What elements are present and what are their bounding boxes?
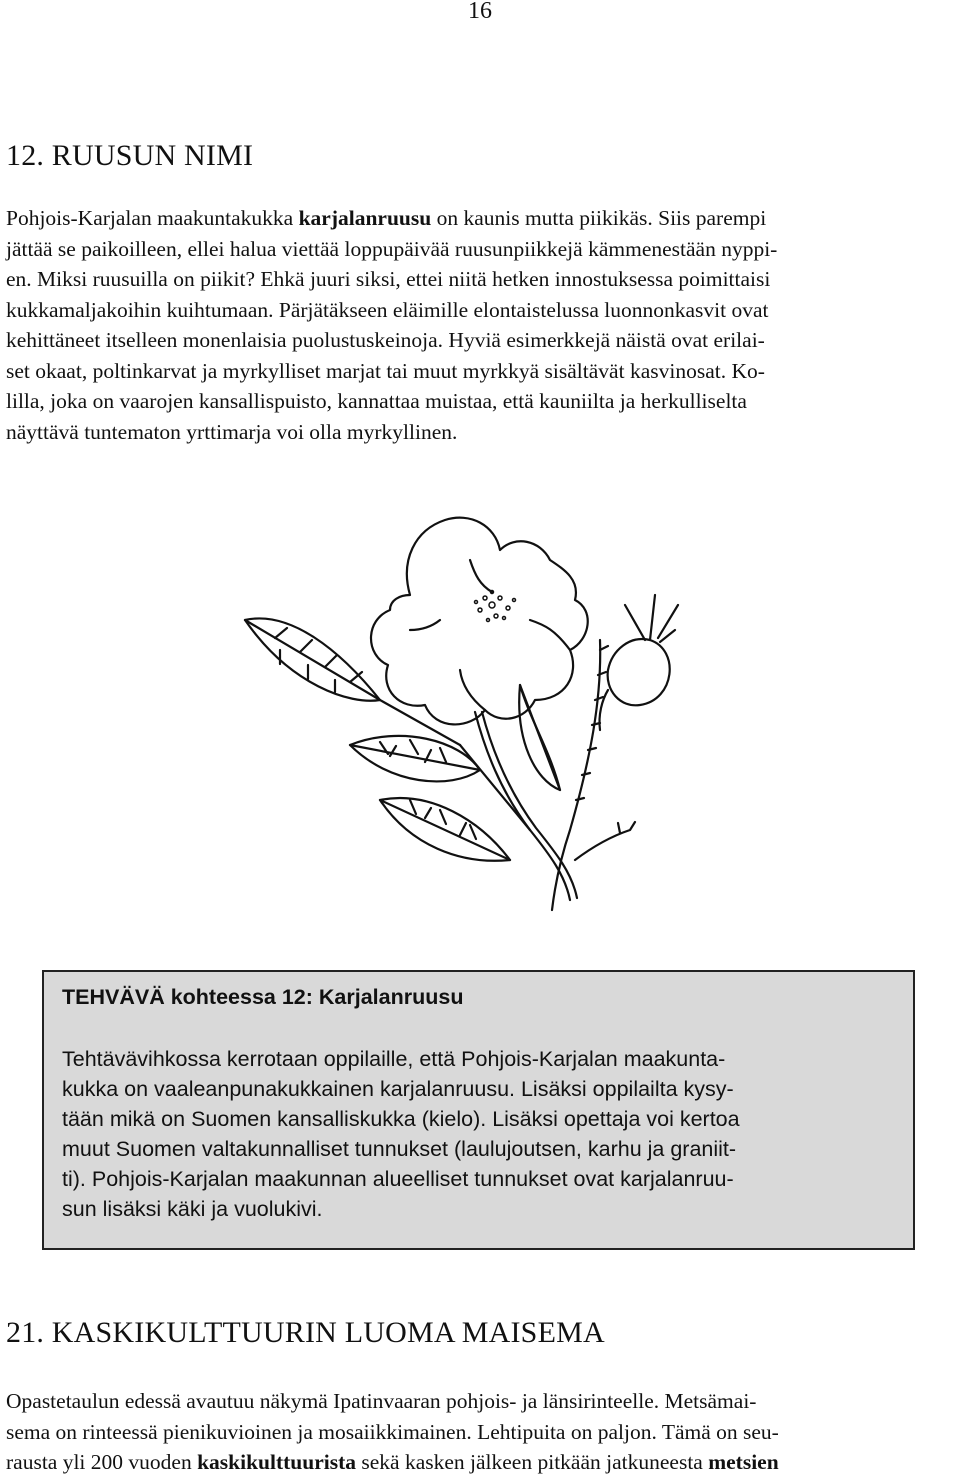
wild-rose-drawing-icon xyxy=(230,500,680,930)
task-box-text: Tehtävävihkossa kerrotaan oppilaille, että Pohjois-Karjalan maakunta- kukka on vaaleanpunakukkainen karjalanruusu. Lisäksi oppilailta kysy- tään mikä on Suomen kansalliskukka (kielo). Lisäksi opettaja voi kertoa muut Suomen valtakunnalliset tunnukset (laulujoutsen, karhu ja graniit- ti). Pohjois-Karjalan maakunnan alueelliset tunnukset ovat karjalanruu- sun lisäksi käki ja vuolukivi. xyxy=(62,1047,740,1221)
bold-term: karjalanruusu xyxy=(298,206,432,230)
task-box xyxy=(42,970,915,1250)
section-12-paragraph: Pohjois-Karjalan maakuntakukka karjalanruusu on kaunis mutta piikikäs. Siis parempi jättää se paikoilleen, ellei halua viettää loppupäivää ruusunpiikkejä kämmenestään nyppi- en. Miksi ruusuilla on piikit? Ehkä juuri siksi, ettei niitä hetken innostuksessa poimittaisi kukkamaljakoihin kuihtumaan. Pärjätäkseen eläimille elontaistelussa luonnonkasvit ovat kehittäneet itselleen monenlaisia puolustuskeinoja. Hyviä esimerkkejä näistä ovat erilai- set okaat, poltinkarvat ja myrkylliset marjat tai muut myrkkyä sisältävät kasvinosat. Ko- lilla, joka on vaarojen kansallispuisto, kannattaa muistaa, että kauniilta ja herkulliselta näyttävä tuntematon yrttimarja voi olla myrkyllinen. xyxy=(6,206,778,444)
page-number: 16 xyxy=(468,0,492,24)
bold-term: kaskikulttuurista xyxy=(197,1450,356,1474)
task-box-title: TEHVÄVÄ kohteessa 12: Karjalanruusu xyxy=(62,985,464,1009)
section-21-paragraph: Opastetaulun edessä avautuu näkymä Ipatinvaaran pohjois- ja länsirinteelle. Metsämai- sema on rinteessä pienikuvioinen ja mosaiikkimainen. Lehtipuita on paljon. Tämä on seu- rausta yli 200 vuoden kaskikulttuurista sekä kasken jälkeen pitkään jatkuneesta metsien xyxy=(6,1389,779,1474)
section-21-title: 21. KASKIKULTTUURIN LUOMA MAISEMA xyxy=(6,1316,605,1349)
section-12-title: 12. RUUSUN NIMI xyxy=(6,139,254,172)
bold-term: metsien xyxy=(708,1450,779,1474)
